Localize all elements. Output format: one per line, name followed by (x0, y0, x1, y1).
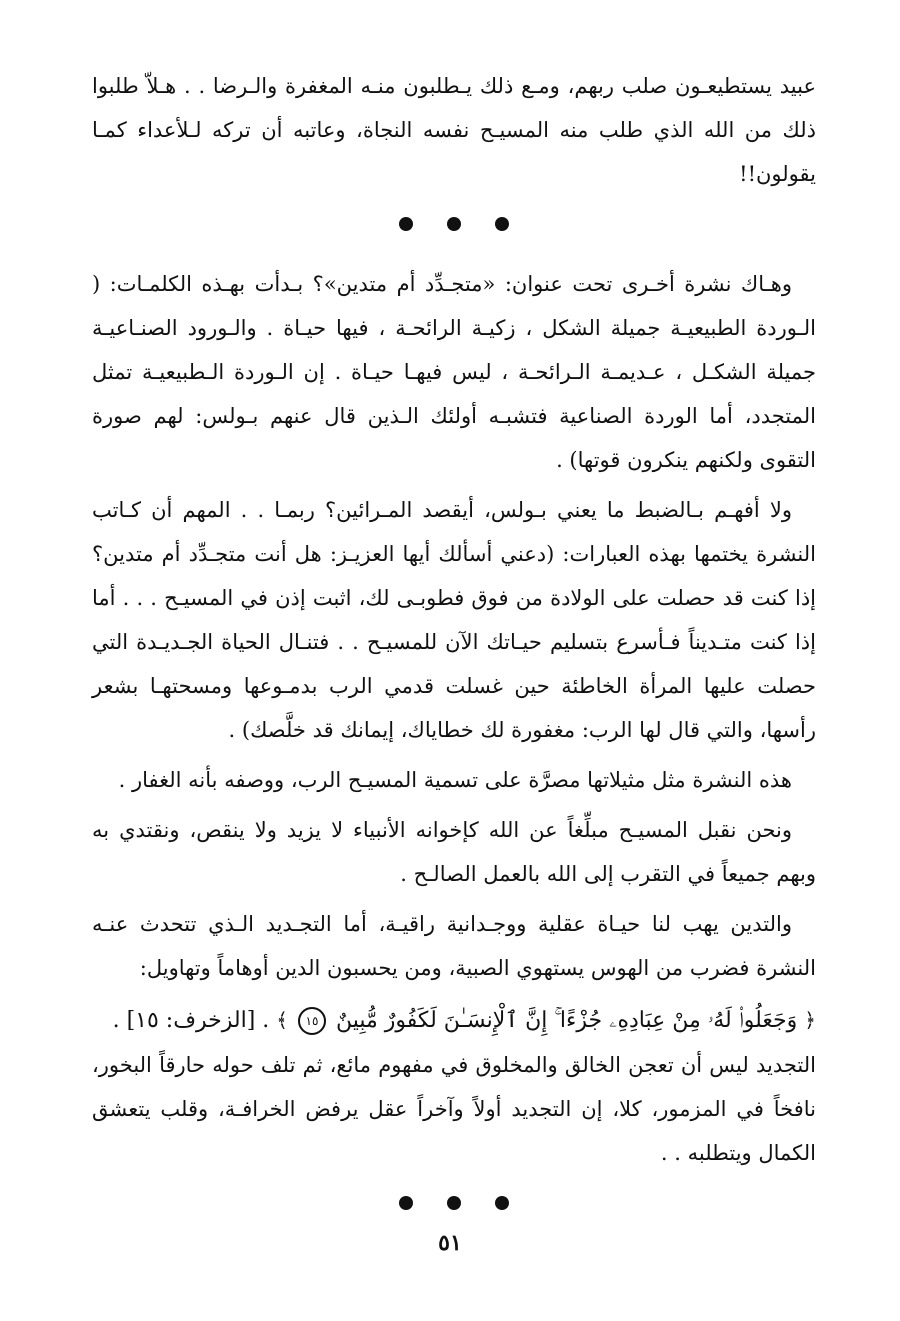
ayah-number-mark: ١٥ (298, 1007, 326, 1035)
paragraph-our-position: ونحن نقبل المسيـح مبلِّغاً عن الله كإخوانه الأنبياء لا يزيد ولا ينقص، ونقتدي به وبهم جميعاً في التقرب إلى الله بالعمل الصالـح . (92, 818, 816, 886)
opening-paragraph: عبيد يستطيعـون صلب ربهم، ومـع ذلك يـطلبون منـه المغفرة والـرضا . . هـلاّ طلبوا ذلك من الله الذي طلب منه المسيـح نفسه النجاة، وعاتبه أن تركه لـلأعداء كمـا يقولون!! (92, 74, 816, 186)
section-separator (92, 204, 816, 244)
separator-dot (447, 217, 461, 231)
quran-reference: . [الزخرف: ١٥] . (112, 1008, 270, 1033)
separator-dot (495, 217, 509, 231)
paragraph-leaflet-claim: هذه النشرة مثل مثيلاتها مصرَّة على تسمية المسيـح الرب، ووصفه بأنه الغفار . (118, 768, 792, 792)
separator-dot (399, 217, 413, 231)
quran-verse (92, 998, 816, 1043)
separator-dot (495, 1196, 509, 1210)
separator-dot (399, 1196, 413, 1210)
paragraph-religiosity: والتدين يهب لنا حيـاة عقلية ووجـدانية راقيـة، أما التجـديد الـذي تتحدث عنـه النشرة فضرب من الهوس يستهوي الصبية، ومن يحسبون الدين أوهاماً وتهاويل: (92, 912, 816, 980)
quran-close-brace: ﴾ (276, 1008, 288, 1032)
paragraph-leaflet-ending: ولا أفهـم بـالضبط ما يعني بـولس، أيقصد المـرائين؟ ربمـا . . المهم أن كـاتب النشرة يختمها بهذه العبارات: (دعني أسألك أيها العزيـز: هل أنت متجـدِّد أم متدين؟ إذا كنت قد حصلت على الولادة من فوق فطوبـى لك، اثبت إذن في المسيـح . . . أما إذا كنت متـديناً فـأسرع بتسليم حيـاتك الآن للمسيـح . . فتنـال الحياة الجـديـدة التي حصلت عليها المرأة الخاطئة حين غسلت قدمي الرب بدمـوعها ومسحتهـا بشعر رأسها، والتي قال لها الرب: مغفورة لك خطاياك، إيمانك قد خلَّصك) . (92, 498, 816, 742)
quran-verse-text: وَجَعَلُوا۟ لَهُۥ مِنْ عِبَادِهِۦ جُزْءًا ۚ إِنَّ ٱلْإِنسَـٰنَ لَكَفُورٌ مُّبِينٌ (336, 1008, 798, 1033)
page-number: ٥١ (438, 1230, 462, 1256)
quran-open-brace: ﴿ (804, 1008, 816, 1032)
separator-dot (447, 1196, 461, 1210)
paragraph-leaflet-intro: وهـاك نشرة أخـرى تحت عنوان: «متجـدِّد أم متدين»؟ بـدأت بهـذه الكلمـات: ( الـوردة الطبيعيـة جميلة الشكل ، زكيـة الرائحـة ، فيها حيـاة . والـورود الصنـاعيـة جميلة الشكـل ، عـديمـة الـرائحـة ، ليس فيهـا حيـاة . إن الـوردة الـطبيعيـة تمثل المتجدد، أما الوردة الصناعية فتشبـه أولئك الـذين قال عنهم بـولس: لهم صورة التقوى ولكنهم ينكرون قوتها) . (92, 272, 816, 472)
paragraph-renewal: التجديد ليس أن تعجن الخالق والمخلوق في مفهوم مائع، ثم تلف حوله حارقاً البخور، نافخاً في المزمور، كلا، إن التجديد أولاً وآخراً عقل يرفض الخرافـة، وقلب يتعشق الكمال ويتطلبه . . (92, 1053, 816, 1165)
page-body (92, 64, 816, 1241)
section-separator (92, 1183, 816, 1223)
